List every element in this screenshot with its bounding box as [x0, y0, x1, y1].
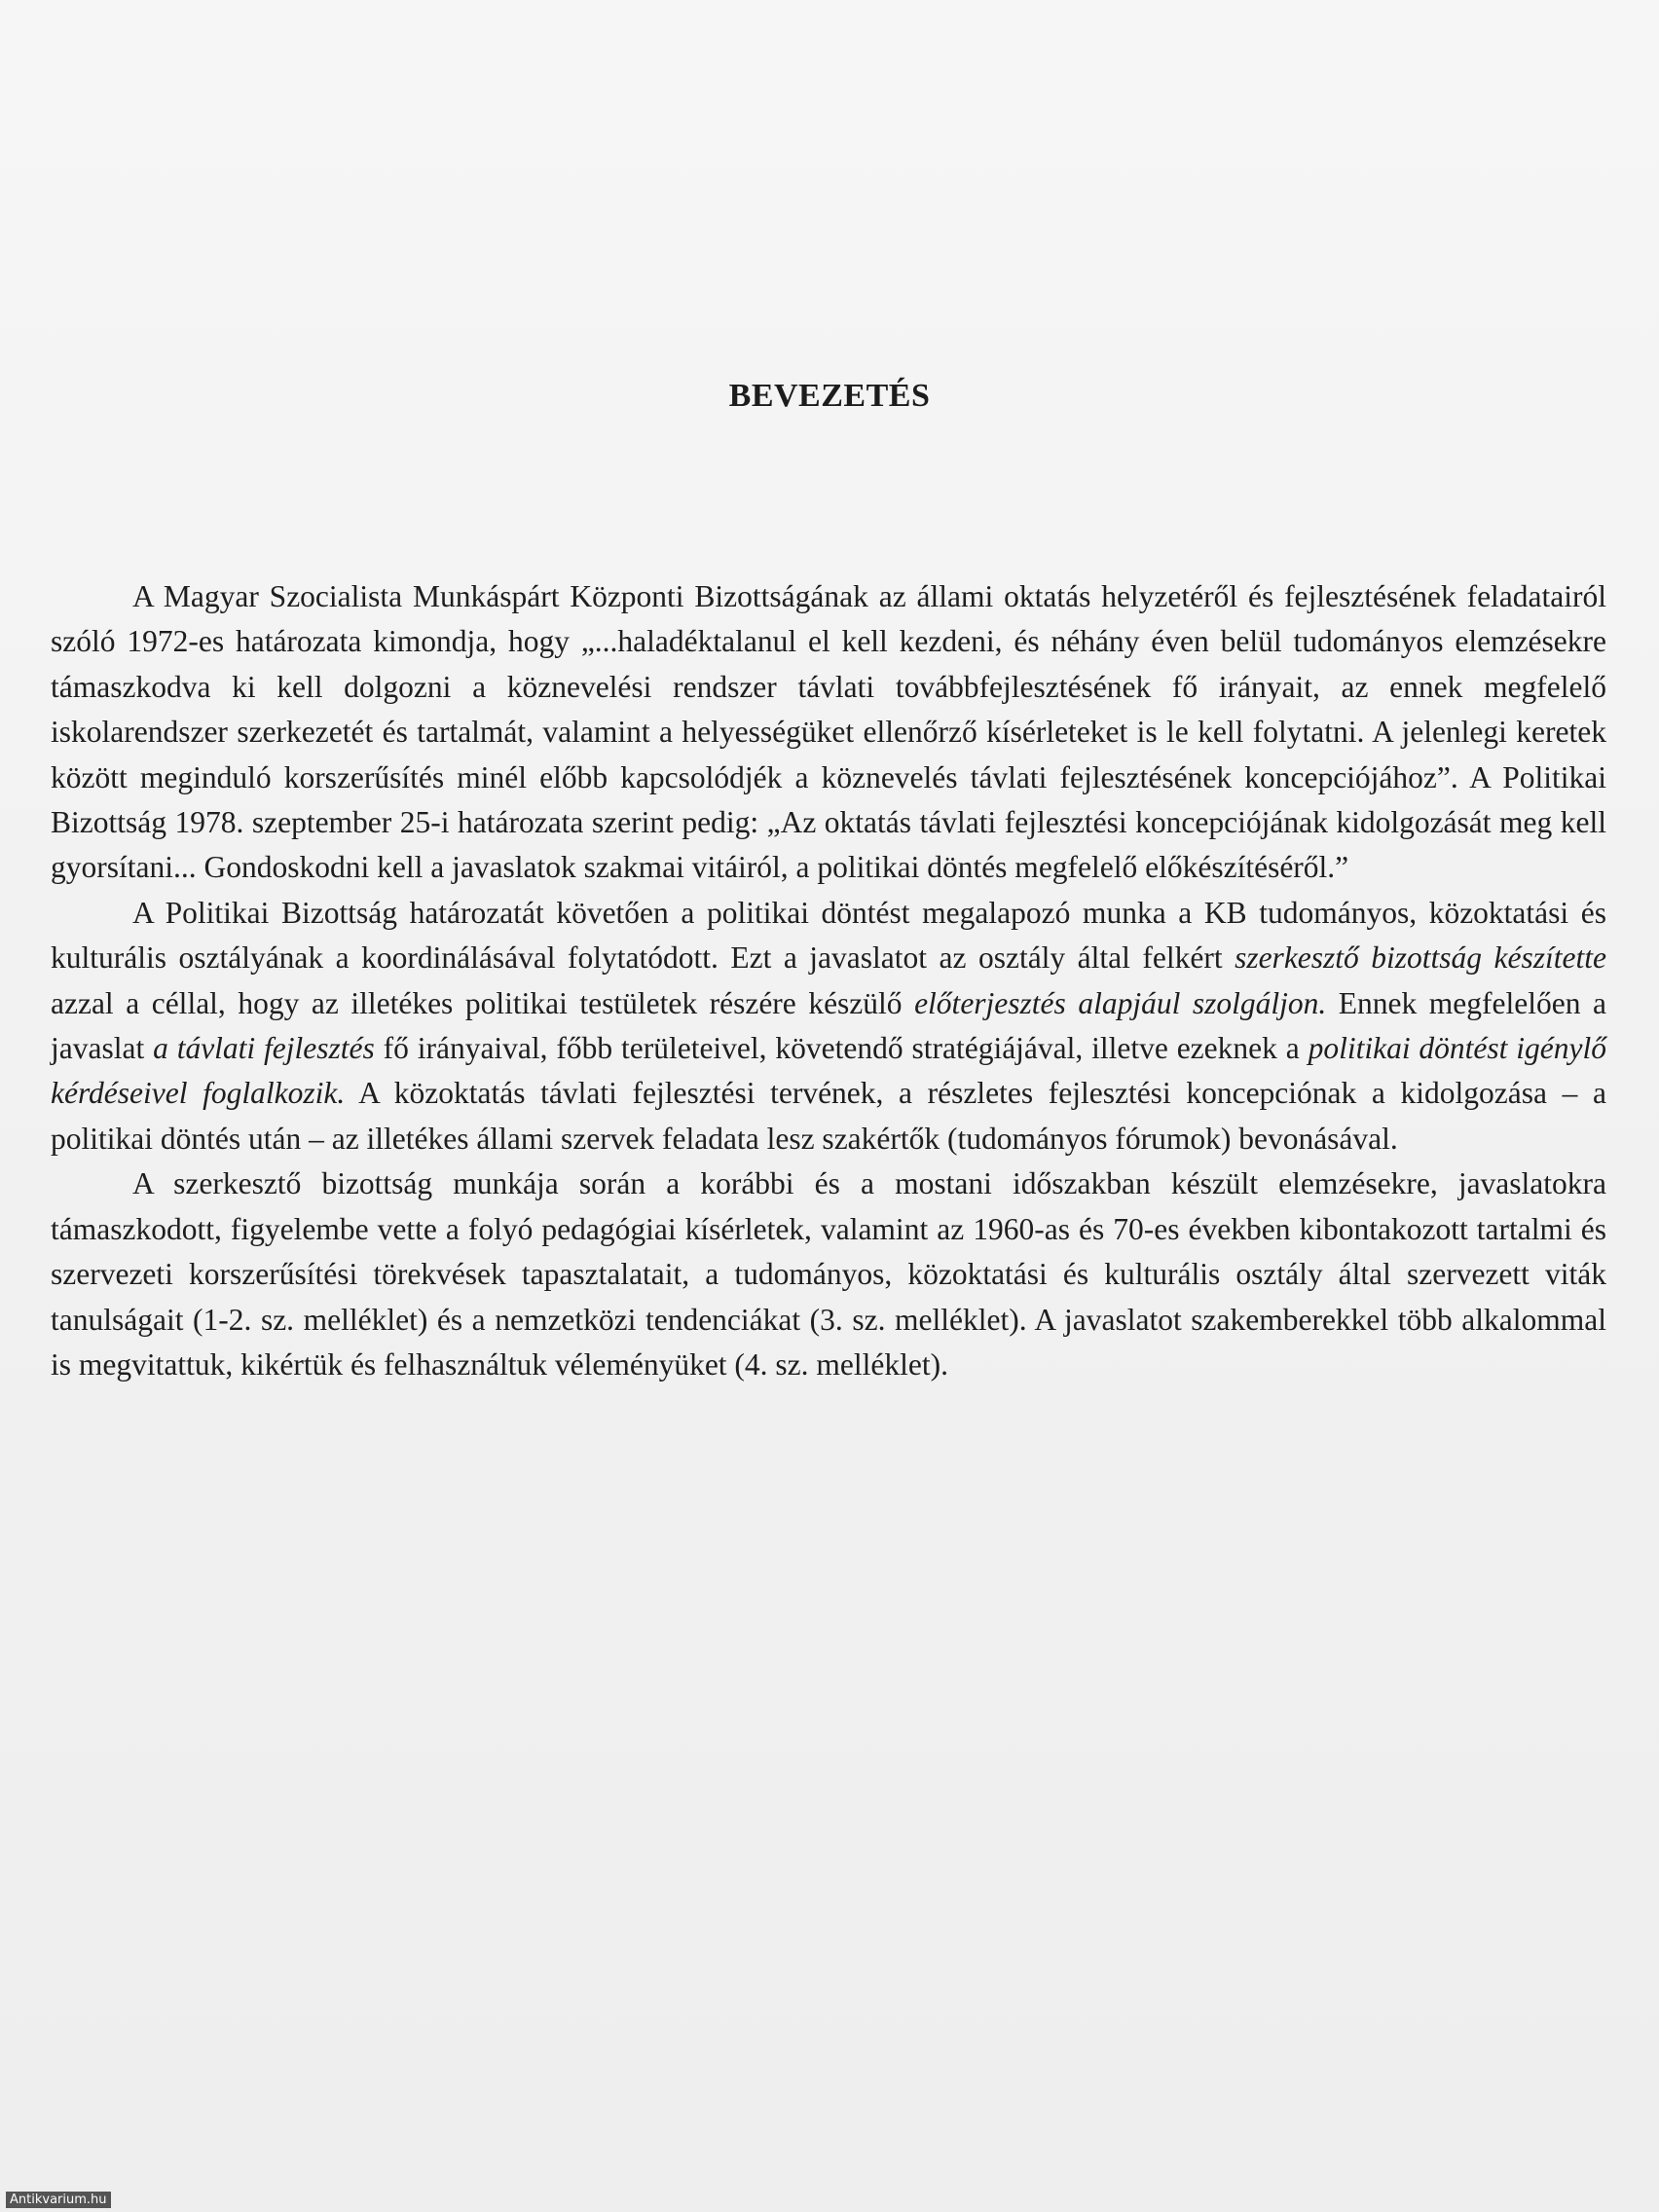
- emphasis-text: a távlati fejlesztés: [153, 1031, 375, 1066]
- paragraph: [51, 891, 1606, 1161]
- paragraph-text: azzal a céllal, hogy az illetékes politikai testületek részére készülő: [51, 985, 915, 1020]
- body-text: [51, 574, 1606, 1387]
- emphasis-text: előterjesztés alapjául szolgáljon.: [914, 985, 1327, 1020]
- paragraph: [51, 1161, 1606, 1387]
- watermark-logo: Antikvarium.hu: [6, 2192, 111, 2208]
- paragraph-text: A szerkesztő bizottság munkája során a korábbi és a mostani időszakban készült elemzésekre, javaslatokra támaszkodott, figyelembe vette a folyó pedagógiai kísérletek, valamint az 1960-as és 70-es években kibontakozott tartalmi és szervezeti korszerűsítési törekvések tapasztalatait, a tudományos, közoktatási és kulturális osztály által szervezett viták tanulságait (1-2. sz. melléklet) és a nemzetközi tendenciákat (3. sz. melléklet). A javaslatot szakemberekkel több alkalommal is megvitattuk, kikértük és felhasználtuk véleményüket (4. sz. melléklet).: [51, 1166, 1606, 1382]
- paragraph-text: A Magyar Szocialista Munkáspárt Központi Bizottságának az állami oktatás helyzetéről és fejlesztésének feladatairól szóló 1972-es határozata kimondja, hogy „...haladéktalanul el kell kezdeni, és néhány éven belül tudományos elemzésekre támaszkodva ki kell dolgozni a köznevelési rendszer távlati továbbfejlesztésének fő irányait, az ennek megfelelő iskolarendszer szerkezetét és tartalmát, valamint a helyességüket ellenőrző kísérleteket is le kell folytatni. A jelenlegi keretek között meginduló korszerűsítés minél előbb kapcsolódjék a köznevelés távlati fejlesztésének koncepciójához”. A Politikai Bizottság 1978. szeptember 25-i határozata szerint pedig: „Az oktatás távlati fejlesztési koncepciójának kidolgozását meg kell gyorsítani... Gondoskodni kell a javaslatok szakmai vitáiról, a politikai döntés megfelelő előkészítéséről.”: [51, 579, 1606, 885]
- paragraph-text: A közoktatás távlati fejlesztési tervének, a részletes fejlesztési koncepciónak a kidolgozása – a politikai döntés után – az illetékes állami szervek feladata lesz szakértők (tudományos fórumok) bevonásával.: [51, 1076, 1607, 1156]
- page-title: BEVEZETÉS: [728, 378, 931, 414]
- paragraph-text: Ennek megfelelően a javaslat: [51, 985, 1606, 1066]
- paragraph-text: A Politikai Bizottság határozatát követően a politikai döntést megalapozó munka a KB tudományos, közoktatási és kulturális osztályának a koordinálásával folytatódott. Ezt a javaslatot az osztály által felkért: [51, 895, 1606, 976]
- emphasis-text: politikai döntést igénylő kérdéseivel foglalkozik.: [51, 1031, 1606, 1111]
- paragraph-text: fő irányaival, főbb területeivel, követendő stratégiájával, illetve ezeknek a: [374, 1031, 1309, 1066]
- paragraph: [51, 574, 1606, 891]
- emphasis-text: szerkesztő bizottság készítette: [1235, 940, 1606, 976]
